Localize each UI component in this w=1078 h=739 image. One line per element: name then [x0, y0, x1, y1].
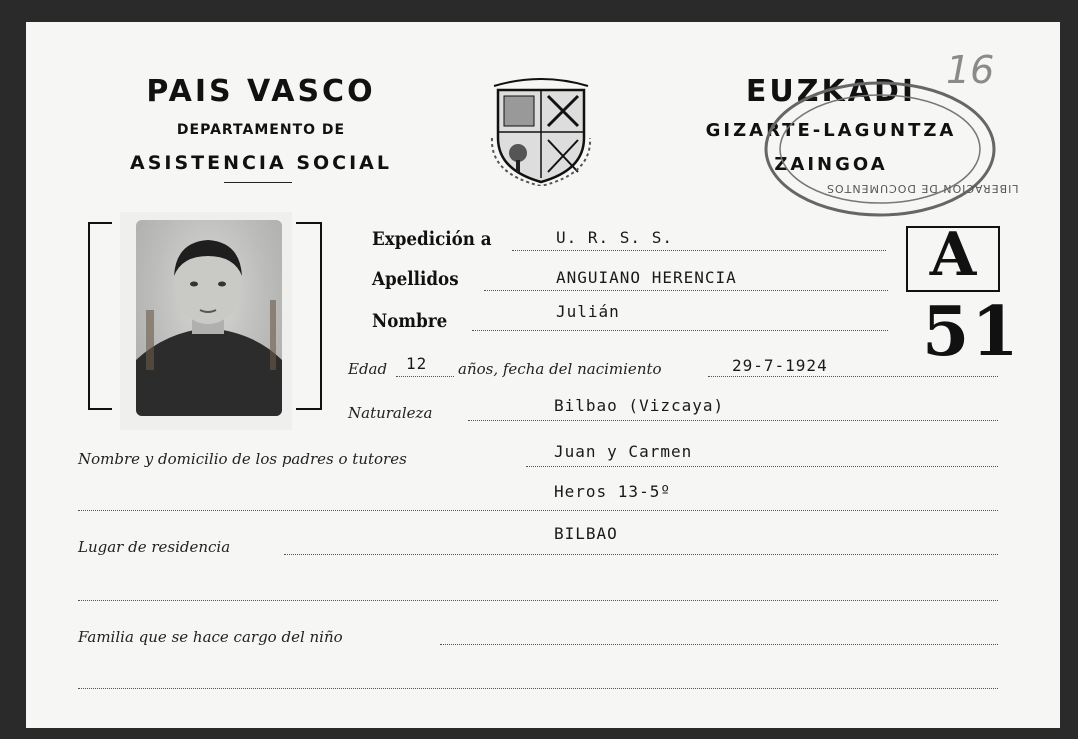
photo-bracket-left: [88, 222, 112, 410]
dotline-residencia-1: [284, 554, 998, 555]
dotline-apellidos: [484, 290, 888, 291]
dotline-familia-2: [78, 688, 998, 689]
dotline-edad-age: [396, 376, 454, 377]
handwritten-number: 16: [946, 48, 995, 92]
dotline-padres-1: [526, 466, 998, 467]
header-left-social: ASISTENCIA SOCIAL: [130, 152, 392, 174]
category-letter: A: [929, 220, 977, 290]
oval-stamp: [762, 78, 998, 220]
dotline-naturaleza: [468, 420, 998, 421]
header-right-line2: GIZARTE-LAGUNTZA: [705, 120, 957, 141]
coat-of-arms-icon: [488, 78, 594, 186]
photo-bracket-right: [296, 222, 322, 410]
label-familia: Familia que se hace cargo del niño: [78, 628, 343, 646]
header-left-title: PAIS VASCO: [146, 74, 376, 109]
header-left-rule: [224, 182, 292, 183]
evacuation-card: [26, 22, 1060, 728]
card-number: 51: [922, 292, 1021, 372]
label-nombre: Nombre: [372, 310, 448, 332]
label-edad: Edad: [348, 360, 388, 378]
header-right-line3: ZAINGOA: [774, 154, 888, 175]
value-naturaleza: Bilbao (Vizcaya): [554, 396, 725, 415]
child-photo: [136, 220, 282, 416]
value-padres-line2: Heros 13-5º: [554, 482, 671, 501]
value-residencia: BILBAO: [554, 524, 618, 543]
dotline-familia-1: [440, 644, 998, 645]
label-apellidos: Apellidos: [372, 268, 459, 290]
label-edad-mid: años, fecha del nacimiento: [458, 360, 662, 378]
value-padres-line1: Juan y Carmen: [554, 442, 693, 461]
stamp-text: LIBERACION DE DOCUMENTOS: [826, 182, 1019, 195]
dotline-birthdate: [708, 376, 998, 377]
dotline-residencia-2: [78, 600, 998, 601]
value-nombre: Julián: [556, 302, 620, 321]
dotline-padres-2: [78, 510, 998, 511]
label-expedicion: Expedición a: [372, 228, 492, 250]
value-age: 12: [406, 354, 428, 373]
value-expedicion: U. R. S. S.: [556, 228, 673, 247]
label-residencia: Lugar de residencia: [78, 538, 231, 556]
value-birth-date: 29-7-1924: [732, 356, 828, 375]
header-right-title: EUZKADI: [745, 74, 917, 109]
label-naturaleza: Naturaleza: [348, 404, 433, 422]
dotline-nombre: [472, 330, 888, 331]
label-padres: Nombre y domicilio de los padres o tutores: [78, 450, 407, 468]
header-left-dept: DEPARTAMENTO DE: [176, 122, 346, 138]
value-apellidos: ANGUIANO HERENCIA: [556, 268, 737, 287]
dotline-expedicion: [512, 250, 886, 251]
